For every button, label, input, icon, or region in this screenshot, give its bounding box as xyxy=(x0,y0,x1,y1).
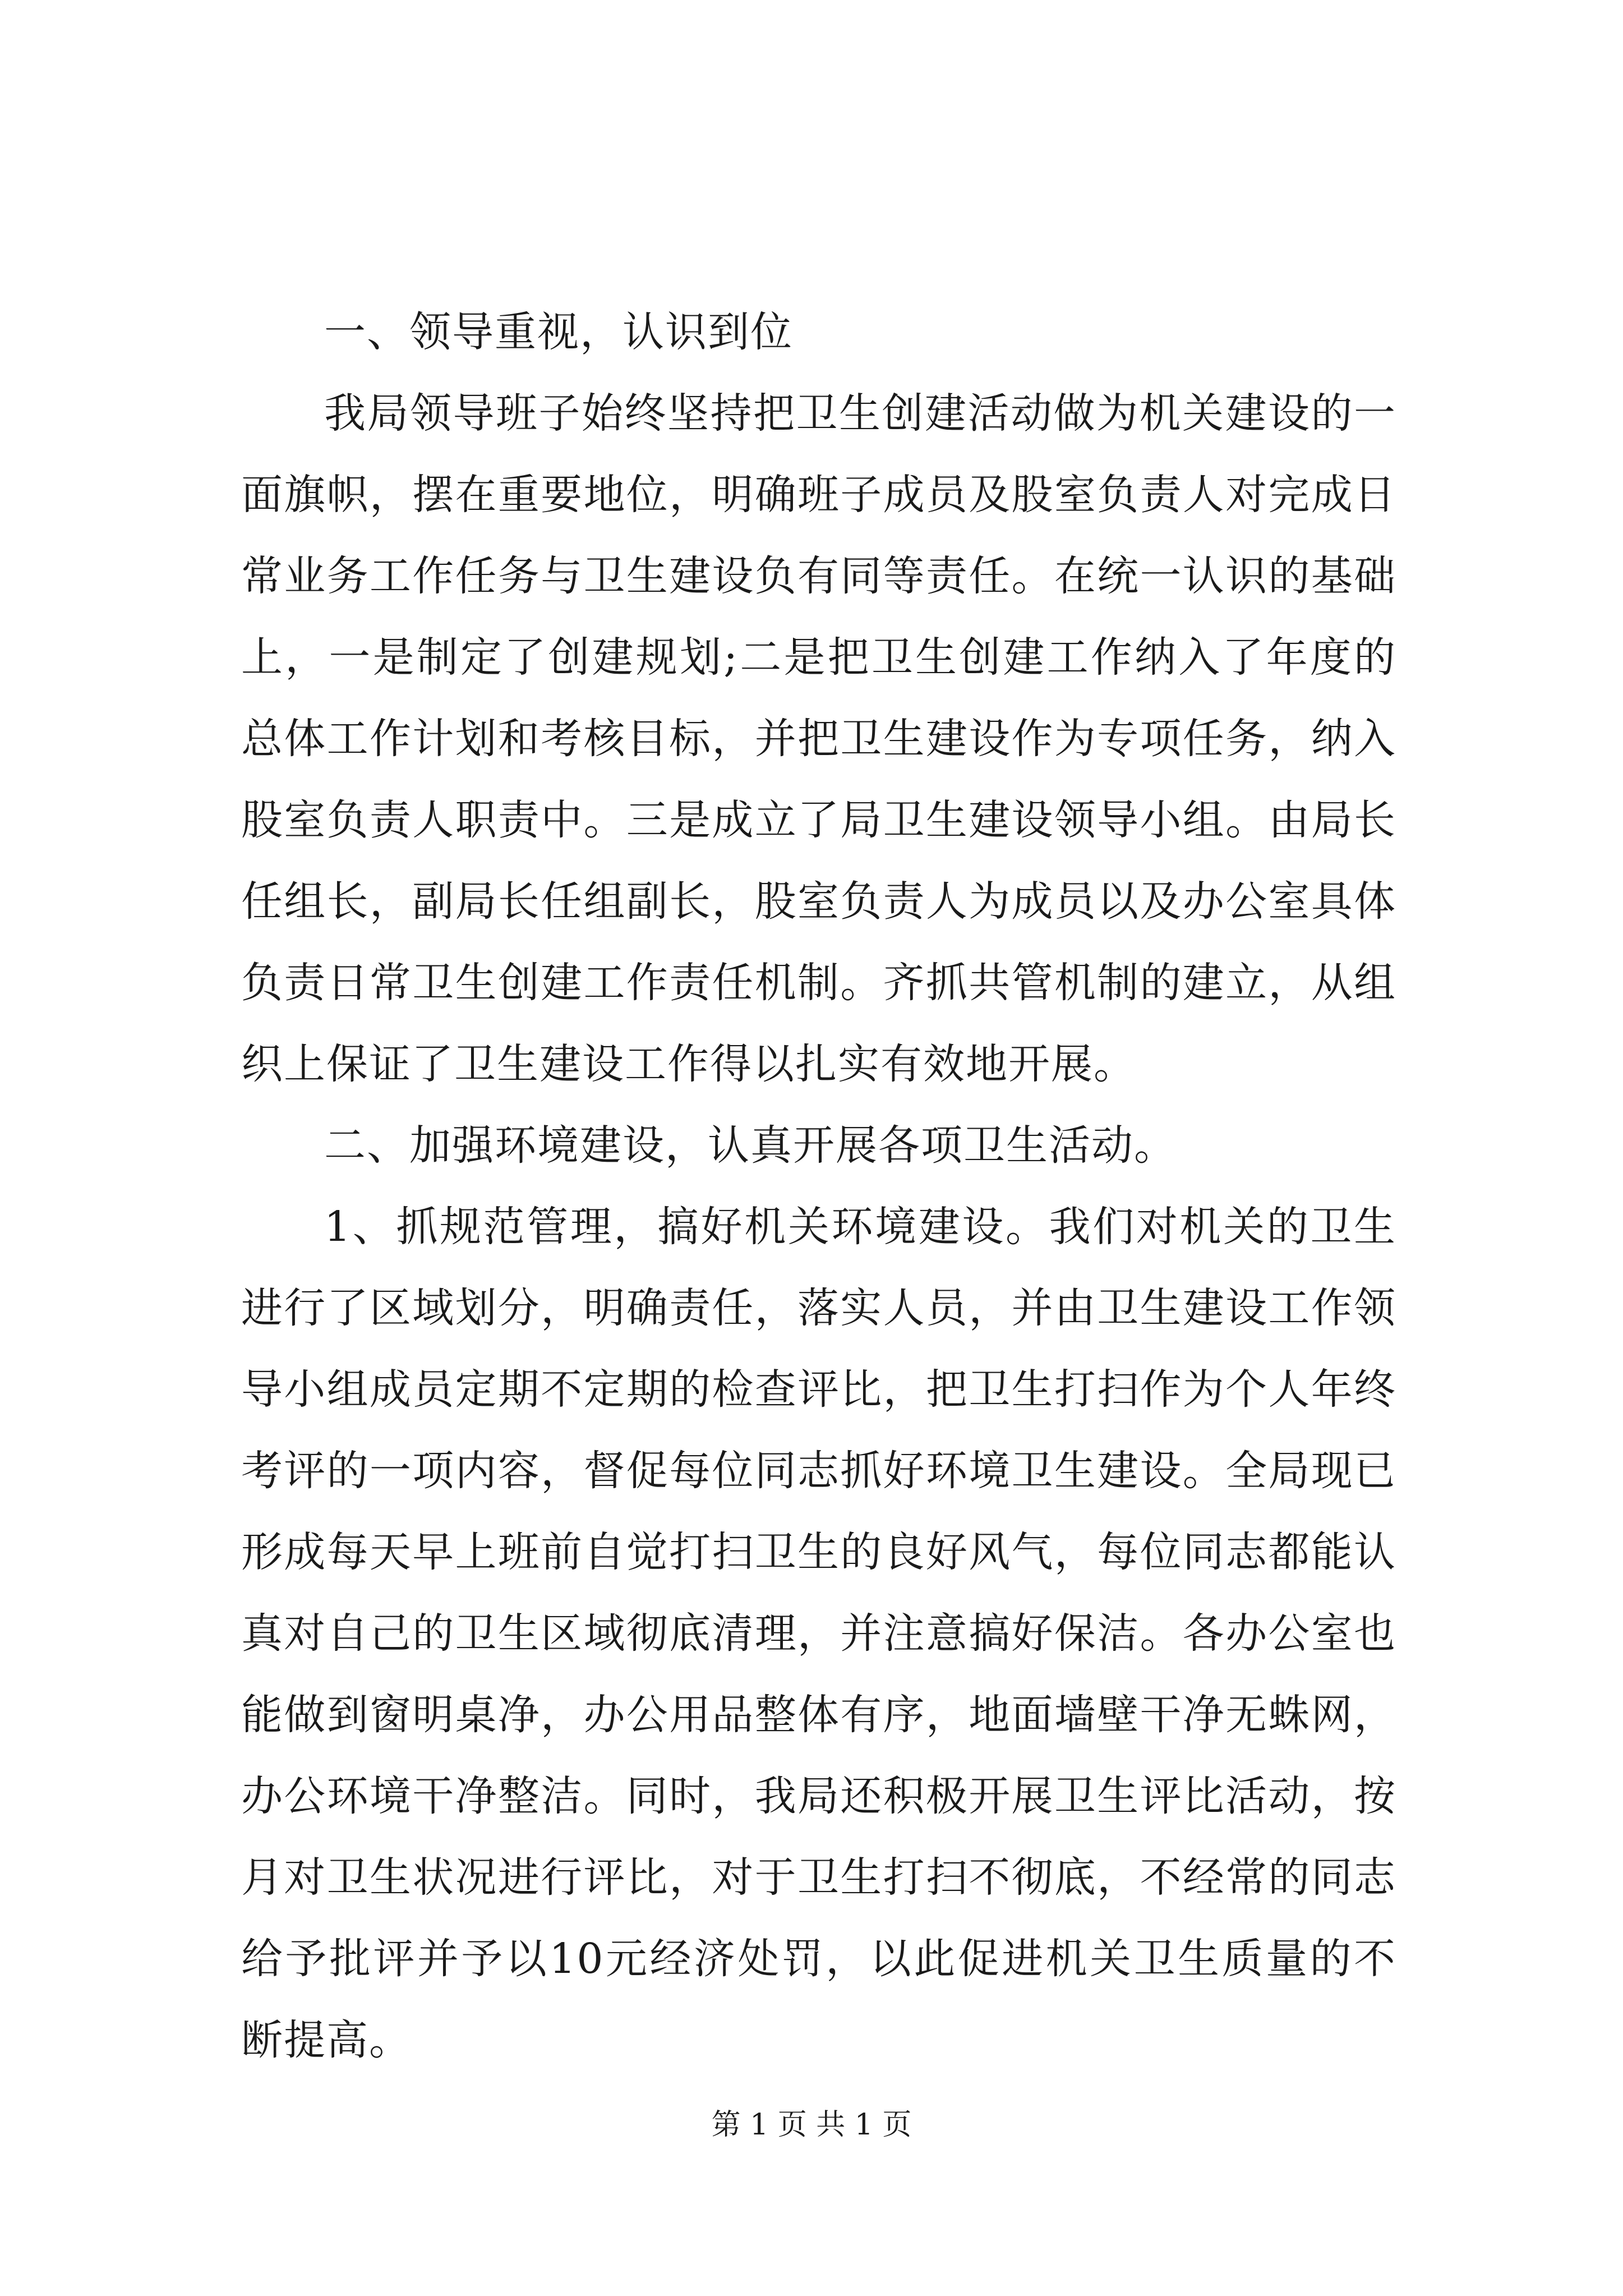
document-body xyxy=(241,292,1396,2081)
page-footer: 第 1 页 共 1 页 xyxy=(711,2108,912,2142)
section-heading-2: 二、加强环境建设，认真开展各项卫生活动。 xyxy=(324,1121,1177,1170)
section-heading-1: 一、领导重视，认识到位 xyxy=(324,308,793,356)
body-paragraph-2: 1、抓规范管理，搞好机关环境建设。我们对机关的卫生进行了区域划分，明确责任，落实人员，并由卫生建设工作领导小组成员定期不定期的检查评比，把卫生打扫作为个人年终考评的一项内容，督促每位同志抓好环境卫生建设。全局现已形成每天早上班前自觉打扫卫生的良好风气，每位同志都能认真对自己的卫生区域彻底清理，并注意搞好保洁。各办公室也能做到窗明桌净，办公用品整体有序，地面墙壁干净无蛛网，办公环境干净整洁。同时，我局还积极开展卫生评比活动，按月对卫生状况进行评比，对于卫生打扫不彻底，不经常的同志给予批评并予以10元经济处罚，以此促进机关卫生质量的不断提高。 xyxy=(241,1203,1396,2064)
body-paragraph-1: 我局领导班子始终坚持把卫生创建活动做为机关建设的一面旗帜，摆在重要地位，明确班子成员及股室负责人对完成日常业务工作任务与卫生建设负有同等责任。在统一认识的基础上，一是制定了创建规划;二是把卫生创建工作纳入了年度的总体工作计划和考核目标，并把卫生建设作为专项任务，纳入股室负责人职责中。三是成立了局卫生建设领导小组。由局长任组长，副局长任组副长，股室负责人为成员以及办公室具体负责日常卫生创建工作责任机制。齐抓共管机制的建立，从组织上保证了卫生建设工作得以扎实有效地开展。 xyxy=(241,389,1396,1088)
